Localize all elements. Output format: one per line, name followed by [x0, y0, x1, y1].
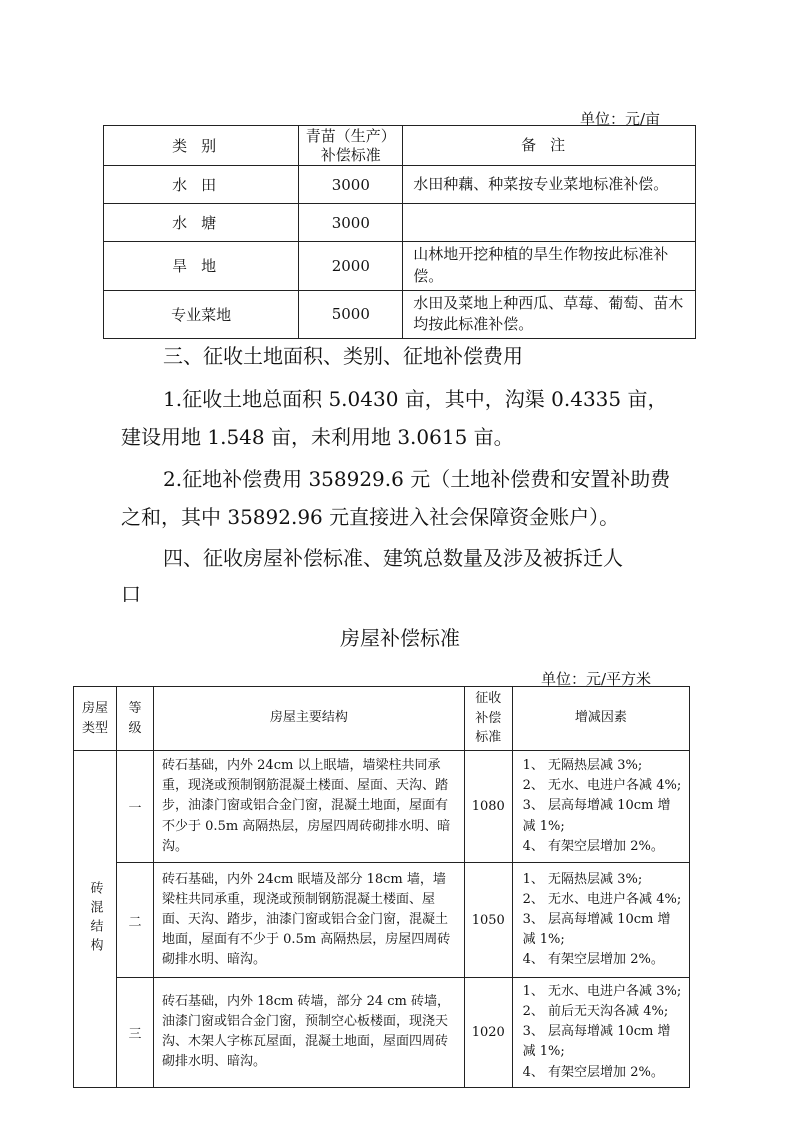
header-factors: 增减因素 — [512, 687, 689, 751]
seedling-compensation-table — [103, 125, 696, 339]
row-standard: 3000 — [299, 204, 403, 242]
row-factors: 1、 无隔热层减 3%; 2、 无水、电进户各减 4%; 3、 层高每增减 10cm 增减 1%; 4、 有架空层增加 2%。 — [512, 863, 689, 978]
table-row — [104, 166, 696, 204]
row-factors: 1、 无隔热层减 3%; 2、 无水、电进户各减 4%; 3、 层高每增减 10cm 增减 1%; 4、 有架空层增加 2%。 — [512, 751, 689, 863]
table-row — [74, 978, 690, 1088]
table-row — [74, 751, 690, 863]
table-row — [104, 290, 696, 339]
row-standard: 3000 — [299, 166, 403, 204]
table2-title: 房屋补偿标准 — [340, 626, 460, 650]
row-standard: 5000 — [299, 290, 403, 339]
table-row — [104, 242, 696, 291]
row-standard: 1080 — [464, 751, 512, 863]
header-standard: 青苗（生产） 补偿标准 — [299, 126, 403, 166]
header-standard: 征收 补偿 标准 — [464, 687, 512, 751]
row-standard: 2000 — [299, 242, 403, 291]
row-structure: 砖石基础，内外 18cm 砖墙，部分 24 cm 砖墙，油漆门窗或铝合金门窗，预制空心板楼面，现浇天沟、木架人字栋瓦屋面，混凝土地面，屋面四周砖砌排水明、暗沟。 — [154, 978, 465, 1088]
section3-para1-line1: 1.征收土地总面积 5.0430 亩，其中，沟渠 0.4335 亩， — [163, 387, 668, 411]
row-grade: 二 — [117, 863, 154, 978]
section3-para2-line2: 之和，其中 35892.96 元直接进入社会保障资金账户）。 — [121, 505, 620, 529]
row-standard: 1050 — [464, 863, 512, 978]
table1-unit: 单位：元/亩 — [580, 110, 661, 128]
row-factors: 1、 无水、电进户各减 3%; 2、 前后无天沟各减 4%; 3、 层高每增减 10cm 增减 1%; 4、 有架空层增加 2%。 — [512, 978, 689, 1088]
row-category: 旱地 — [104, 242, 299, 291]
row-standard: 1020 — [464, 978, 512, 1088]
table-header-row — [104, 126, 696, 166]
section3-para1-line2: 建设用地 1.548 亩，未利用地 3.0615 亩。 — [121, 425, 514, 449]
header-structure: 房屋主要结构 — [154, 687, 465, 751]
house-type-cell: 砖混结构 — [74, 751, 117, 1088]
section4-heading-line1: 四、征收房屋补偿标准、建筑总数量及涉及被拆迁人 — [163, 546, 623, 570]
section4-heading-line2: 口 — [121, 582, 141, 606]
row-remark: 水田种藕、种菜按专业菜地标准补偿。 — [403, 166, 696, 204]
row-structure: 砖石基础，内外 24cm 以上眠墙，墙梁柱共同承重，现浇或预制钢筋混凝土楼面、屋面、天沟、踏步，油漆门窗或铝合金门窗，混凝土地面，屋面有不少于 0.5m 高隔热层，房屋四周砖砌排水明、暗沟。 — [154, 751, 465, 863]
row-remark — [403, 204, 696, 242]
house-compensation-table — [73, 686, 690, 1088]
row-structure: 砖石基础，内外 24cm 眠墙及部分 18cm 墙，墙梁柱共同承重，现浇或预制钢筋混凝土楼面、屋面、天沟、踏步，油漆门窗或铝合金门窗，混凝土地面，屋面有不少于 0.5m 高隔热层，房屋四周砖砌排水明、暗沟。 — [154, 863, 465, 978]
row-remark: 山林地开挖种植的旱生作物按此标准补偿。 — [403, 242, 696, 291]
row-grade: 一 — [117, 751, 154, 863]
row-category: 水田 — [104, 166, 299, 204]
table2-unit: 单位：元/平方米 — [541, 670, 652, 688]
section3-heading: 三、征收土地面积、类别、征地补偿费用 — [163, 344, 523, 368]
header-house-type: 房屋 类型 — [74, 687, 117, 751]
table-header-row — [74, 687, 690, 751]
header-category: 类别 — [104, 126, 299, 166]
table-row — [104, 204, 696, 242]
table-row — [74, 863, 690, 978]
row-category: 专业菜地 — [104, 290, 299, 339]
section3-para2-line1: 2.征地补偿费用 358929.6 元（土地补偿费和安置补助费 — [163, 467, 671, 491]
row-grade: 三 — [117, 978, 154, 1088]
header-remark: 备注 — [403, 126, 696, 166]
row-category: 水塘 — [104, 204, 299, 242]
header-grade: 等 级 — [117, 687, 154, 751]
row-remark: 水田及菜地上种西瓜、草莓、葡萄、苗木均按此标准补偿。 — [403, 290, 696, 339]
